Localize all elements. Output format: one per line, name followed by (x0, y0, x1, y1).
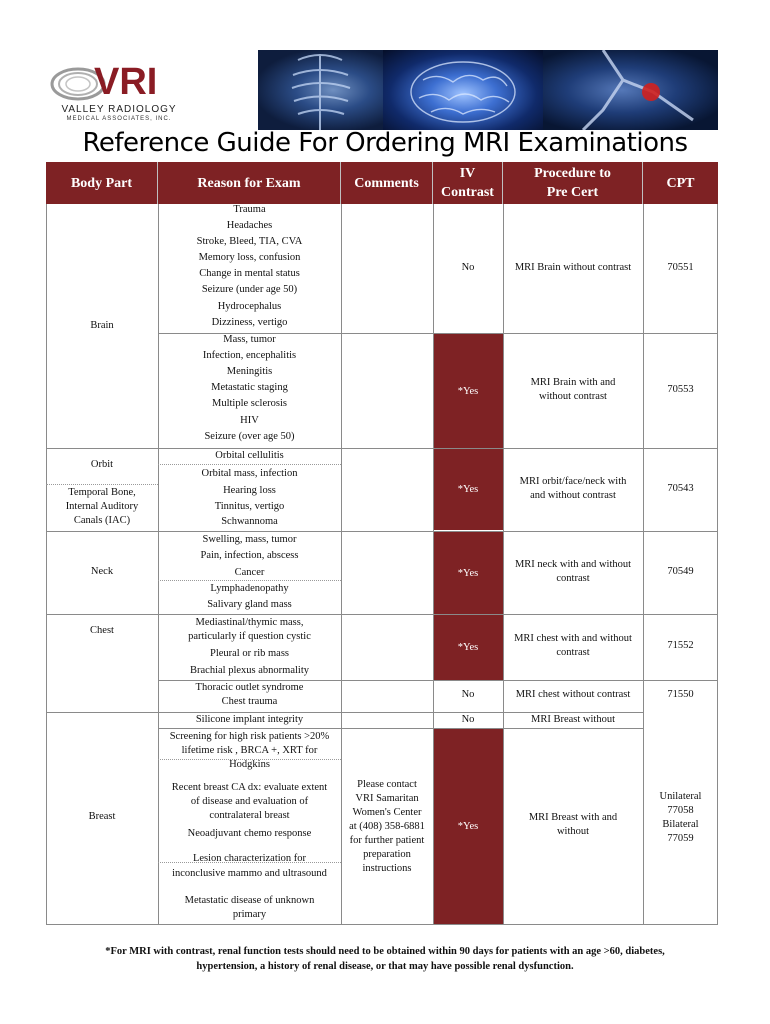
header-body-part: Body Part (46, 162, 158, 204)
page-title: Reference Guide For Ordering MRI Examinations (82, 128, 688, 158)
reason-item: Orbital cellulitis (215, 450, 284, 461)
reason-item: Mediastinal/thymic mass, (195, 617, 304, 628)
procedure-breast-b-1: MRI Breast with and (528, 812, 618, 823)
header-banner (258, 50, 718, 130)
mri-reference-table (46, 162, 718, 938)
dotted-separator (46, 484, 158, 485)
cpt-neck: 70549 (667, 566, 694, 577)
procedure-brain-b-2: without contrast (539, 391, 607, 402)
reason-item: Thoracic outlet syndrome (195, 682, 304, 693)
cpt-breast-3: Bilateral (662, 819, 699, 830)
procedure-orbit-2: and without contrast (530, 490, 616, 501)
contrast-cell-orbit (433, 448, 503, 530)
reason-item: Metastatic disease of unknown (184, 895, 315, 906)
contrast-chest-b: No (461, 689, 475, 700)
reason-item: contralateral breast (209, 810, 290, 821)
reason-item: Infection, encephalitis (202, 350, 297, 361)
contrast-orbit: *Yes (457, 483, 479, 495)
reason-item: Metastatic staging (211, 382, 288, 393)
body-part-temporal-3: Canals (IAC) (73, 515, 131, 526)
reason-item: Headaches (226, 220, 273, 231)
grid-line (46, 448, 718, 449)
contrast-chest-a: *Yes (457, 642, 479, 653)
header-procedure (503, 162, 643, 204)
procedure-neck-2: contrast (556, 573, 590, 584)
reason-item: Meningitis (226, 366, 273, 377)
reason-item: Silicone implant integrity (195, 714, 304, 725)
body-part-orbit: Orbit (90, 459, 114, 470)
reason-item: Swelling, mass, tumor (202, 534, 297, 545)
reason-item: Seizure (under age 50) (201, 284, 298, 295)
grid-line (46, 924, 718, 925)
reason-item: Trauma (233, 204, 266, 215)
reason-item: Screening for high risk patients >20% (169, 731, 330, 742)
comment-line: Please contact (357, 779, 417, 790)
reason-item: Hodgkins (229, 759, 270, 770)
reason-item: Chest trauma (221, 696, 278, 707)
contrast-cell-neck (433, 532, 503, 614)
grid-line (46, 531, 718, 532)
reason-item: Recent breast CA dx: evaluate extent (171, 782, 328, 793)
cpt-chest-b: 71550 (667, 689, 694, 700)
footnote-line2: hypertension, a history of renal disease, or that may have possible renal dysfunction. (196, 961, 574, 972)
grid-line (46, 712, 643, 713)
banner-leg-image (543, 50, 718, 130)
reason-item: Mass, tumor (223, 334, 276, 345)
reason-item: Pain, infection, abscess (200, 550, 299, 561)
reason-item: Orbital mass, infection (201, 468, 298, 479)
body-part-temporal-1: Temporal Bone, (68, 487, 136, 498)
contrast-breast-a: No (461, 714, 475, 725)
comment-line: Women's Center (352, 807, 422, 818)
contrast-brain-b: *Yes (457, 385, 479, 397)
cpt-brain-b: 70553 (667, 384, 694, 395)
dotted-separator (158, 580, 341, 581)
comment-line: preparation (363, 849, 411, 860)
reason-item: Tinnitus, vertigo (214, 501, 285, 512)
header-comments: Comments (341, 162, 433, 204)
header-iv-line1: IV (459, 166, 476, 181)
contrast-neck: *Yes (457, 567, 479, 579)
header-iv-contrast (433, 162, 503, 204)
procedure-chest-a-2: contrast (556, 647, 590, 658)
grid-line (643, 204, 644, 924)
comment-line: for further patient (349, 835, 425, 846)
procedure-chest-a-1: MRI chest with and without (514, 633, 632, 644)
reason-item: Salivary gland mass (207, 599, 292, 610)
cpt-breast-2: 77058 (667, 805, 694, 816)
reason-item: Hearing loss (223, 485, 276, 496)
reason-item: Dizziness, vertigo (211, 317, 288, 328)
reason-item: inconclusive mammo and ultrasound (172, 868, 327, 879)
cpt-chest-a: 71552 (667, 640, 694, 651)
header-iv-line2: Contrast (441, 185, 494, 200)
contrast-cell-brain-b (433, 334, 503, 448)
procedure-brain-a: MRI Brain without contrast (514, 262, 632, 273)
reason-item: Multiple sclerosis (212, 398, 287, 409)
comment-line: instructions (362, 863, 412, 874)
contrast-brain-a: No (461, 262, 475, 273)
grid-line (46, 614, 718, 615)
dotted-separator (158, 464, 341, 465)
cpt-breast-1: Unilateral (659, 791, 702, 802)
grid-line (158, 728, 643, 729)
reason-item: lifetime risk , BRCA +, XRT for (181, 745, 318, 756)
reason-item: Lesion characterization for (192, 853, 307, 864)
reason-item: Seizure (over age 50) (204, 431, 295, 442)
contrast-cell-chest-a (433, 615, 503, 680)
procedure-breast-b-2: without (556, 826, 590, 837)
reason-item: HIV (240, 415, 259, 426)
cpt-orbit: 70543 (667, 483, 694, 494)
body-part-breast: Breast (88, 811, 116, 822)
reason-item: Lymphadenopathy (210, 583, 289, 594)
grid-line (717, 204, 718, 924)
procedure-neck-1: MRI neck with and without (514, 559, 632, 570)
header-proc-line2: Pre Cert (546, 185, 599, 200)
procedure-orbit-1: MRI orbit/face/neck with (519, 476, 627, 487)
logo-mark: VRI (94, 61, 158, 103)
reason-item: Change in mental status (199, 268, 300, 279)
procedure-breast-a: MRI Breast without (531, 714, 615, 725)
body-part-neck: Neck (90, 566, 114, 577)
procedure-chest-b: MRI chest without contrast (515, 689, 631, 700)
header-cpt: CPT (643, 162, 718, 204)
logo-line2: MEDICAL ASSOCIATES, INC. (66, 116, 172, 122)
body-part-temporal-2: Internal Auditory (65, 501, 139, 512)
comment-line: VRI Samaritan (355, 793, 419, 804)
footnote (40, 944, 730, 974)
contrast-cell-breast (433, 728, 503, 924)
reason-item: Memory loss, confusion (198, 252, 301, 263)
banner-brain-image (383, 50, 543, 130)
cpt-breast-4: 77059 (667, 833, 694, 844)
grid-line (433, 204, 434, 924)
reason-item: particularly if question cystic (188, 631, 311, 642)
reason-item: primary (232, 909, 267, 920)
banner-skeleton-image (258, 50, 383, 130)
body-part-chest: Chest (90, 625, 114, 636)
reason-item: of disease and evaluation of (190, 796, 309, 807)
reason-item: Stroke, Bleed, TIA, CVA (196, 236, 303, 247)
reason-item: Schwannoma (221, 516, 278, 527)
footnote-line1: *For MRI with contrast, renal function tests should need to be obtained within 90 days for patients with an age >60, diabetes, (105, 946, 665, 957)
reason-item: Hydrocephalus (217, 301, 282, 312)
cpt-brain-a: 70551 (667, 262, 694, 273)
reason-item: Pleural or rib mass (209, 648, 290, 659)
header-proc-line1: Procedure to (534, 166, 611, 181)
comment-line: at (408) 358-6881 (349, 821, 425, 832)
procedure-brain-b-1: MRI Brain with and (530, 377, 616, 388)
header-reason: Reason for Exam (158, 162, 341, 204)
body-part-brain: Brain (90, 320, 114, 331)
company-logo (50, 61, 185, 124)
grid-line (158, 680, 718, 681)
reason-item: Cancer (234, 567, 265, 578)
contrast-breast-b: *Yes (457, 820, 479, 832)
reason-item: Brachial plexus abnormality (190, 665, 309, 676)
reason-item: Neoadjuvant chemo response (187, 828, 312, 839)
logo-line1: VALLEY RADIOLOGY (61, 104, 177, 115)
